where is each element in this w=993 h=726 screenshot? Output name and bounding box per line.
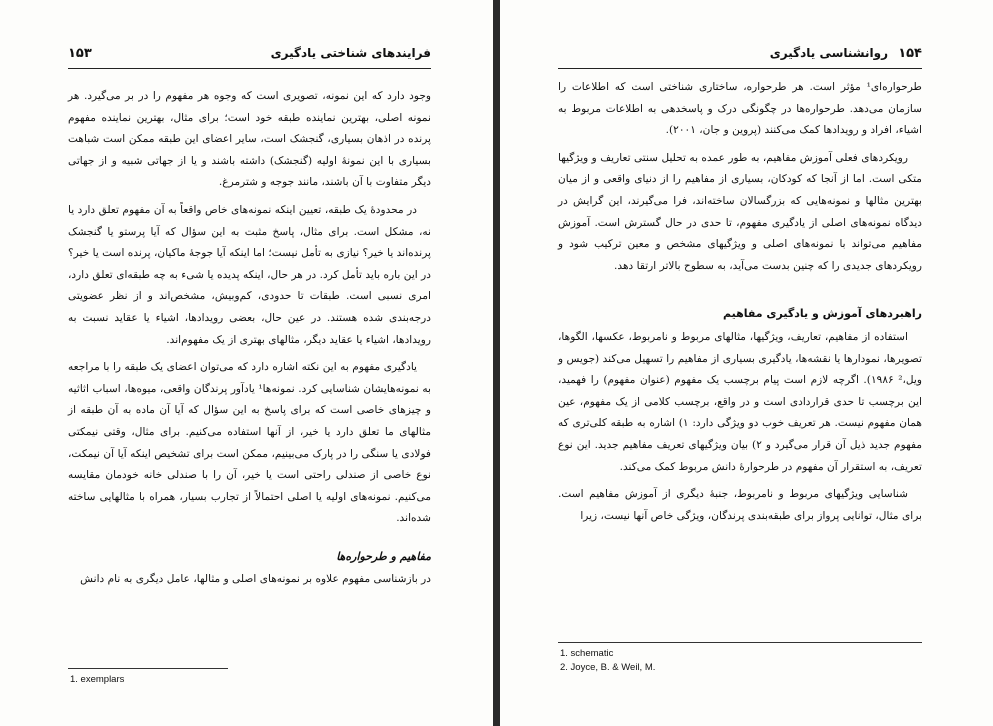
right-footnote-1: 1. schematic bbox=[560, 648, 614, 659]
left-page bbox=[0, 0, 493, 726]
right-page bbox=[500, 0, 993, 726]
section-heading: مفاهیم و طرحواره‌ها bbox=[336, 549, 431, 563]
left-page-number: ۱۵۳ bbox=[68, 46, 92, 61]
paragraph: یادگیری مفهوم به این نکته اشاره دارد که می‌توان اعضای یک طبقه را با مراجعه به نمونه‌هایشان شناسایی کرد. نمونه‌ها¹ یادآور پرندگان واقعی، میوه‌ها، اسباب اثاثیه و چیزهای خاصی است که برای پاسخ به این سؤال که آیا آن ماده به آن طبقه از مثالهای ما تعلق دارد یا خیر، از آنها استفاده می‌کنیم. برای مثال، وقتی نیمکتی فولادی یا سنگی را در پارک می‌بینیم، ممکن است برای تشخیص اینکه آیا آن نیمکت، نوع خاصی از صندلی راحتی است یا خیر، آن را با صندلی خانه خودمان مقایسه می‌کنیم. نمونه‌های اولیه یا اصلی احتمالاً از تجارب بسیار، همراه با مثالهایی ساخته شده‌اند. bbox=[68, 361, 431, 525]
right-footnote-2: 2. Joyce, B. & Weil, M. bbox=[560, 662, 656, 673]
left-footnote-rule bbox=[68, 668, 228, 669]
left-body-text bbox=[68, 86, 431, 597]
right-running-title: روانشناسی یادگیری bbox=[769, 46, 888, 60]
section-heading: راهبردهای آموزش و یادگیری مفاهیم bbox=[722, 307, 922, 321]
paragraph: طرحواره‌ای¹ مؤثر است. هر طرحواره، ساختاری شناختی است که اطلاعات را سازمان می‌دهد. طرحواره‌ها در چگونگی درک و پاسخدهی به اطلاعات مربوط به اشیاء، افراد و رویدادها کمک می‌کنند (پروین و جان، ۲۰۰۱). bbox=[558, 81, 922, 137]
paragraph: در بازشناسی مفهوم علاوه بر نمونه‌های اصلی و مثالها، عامل دیگری به نام دانش bbox=[80, 573, 431, 586]
paragraph: شناسایی ویژگیهای مربوط و نامربوط، جنبهٔ دیگری از آموزش مفاهیم است. برای مثال، توانایی پرواز برای طبقه‌بندی پرندگان، ویژگی خاص آنها نیست، زیرا bbox=[558, 488, 922, 522]
left-footnote: 1. exemplars bbox=[70, 674, 125, 685]
left-page-header bbox=[68, 44, 431, 66]
paragraph: استفاده از مفاهیم، تعاریف، ویژگیها، مثالهای مربوط و نامربوط، عکسها، الگوها، تصویرها، نمودارها یا نقشه‌ها، یادگیری بسیاری از مفاهیم را تسهیل می‌کند (جویس و ویل،² ۱۹۸۶). اگرچه لازم است پیام برچسب یک مفهوم (عنوان مفهوم) را فهمید، این برچسب تا حدی قراردادی است و در واقع، برچسب کلامی از یک مفهوم، عین همان مفهوم نیست. هر تعریف خوب دو ویژگی دارد: ۱) اشاره به طبقه کلی‌تری که مفهوم جدید ذیل آن قرار می‌گیرد و ۲) بیان ویژگیهای تعریف مفاهیم جدید. این نوع تعریف، به استقرار آن مفهوم در طرحوارهٔ دانش مربوط کمک می‌کند. bbox=[558, 330, 922, 473]
right-page-number: ۱۵۴ bbox=[898, 46, 922, 61]
right-page-header bbox=[558, 44, 922, 66]
right-header-rule bbox=[558, 68, 922, 69]
paragraph: رویکردهای فعلی آموزش مفاهیم، به طور عمده به تحلیل سنتی تعاریف و ویژگیها متکی است. اما از آنجا که کودکان، بسیاری از مفاهیم را از دنیای واقعی و از میان بهترین مثالها و نمونه‌هایی که بزرگسالان ساخته‌اند، فرا می‌گیرند، این گرایش در دیدگاه نمونه‌های اصلی از یادگیری مفهوم، تا حدی در حال گسترش است. آموزش مفاهیم می‌تواند با نمونه‌های اصلی و ویژگیهای مشخص و معین ترکیب شود و رویکردهای جدیدی را که چنین بدست می‌آید، به سطوح بالاتر ارتقا دهد. bbox=[558, 151, 922, 272]
left-running-title: فرایندهای شناختی یادگیری bbox=[270, 46, 431, 60]
left-header-rule bbox=[68, 68, 431, 69]
paragraph: وجود دارد که این نمونه، تصویری است که وجوه هر مفهوم را در بر می‌گیرد. هر نمونه اصلی، بهترین نماینده طبقه خود است؛ برای مثال، بهترین نماینده مفهوم پرنده در اذهان بسیاری، گنجشک است، سایر اعضای این طبقه ممکن است شباهت بسیاری با این نمونهٔ اولیه (گنجشک) داشته باشند و یا از جهاتی شبیه و از جهاتی دیگر متفاوت با آن باشند، مانند جوجه و شترمرغ. bbox=[68, 90, 431, 189]
right-footnote-rule bbox=[558, 642, 922, 643]
right-body-text bbox=[558, 77, 922, 533]
paragraph: در محدودهٔ یک طبقه، تعیین اینکه نمونه‌های خاص واقعاً به آن مفهوم تعلق دارد یا نه، مشکل است. برای مثال، پاسخ مثبت به این سؤال که آیا پرستو یا گنجشک پرنده‌اند یا خیر؟ نیازی به تأمل نیست؛ اما اینکه آیا جوجهٔ ماکیان، پرنده است یا خیر؟ در این باره باید تأمل کرد. در هر حال، اینکه پدیده یا شیء به چه طبقه‌ای تعلق دارد، امری نسبی است. طبقات تا حدودی، کم‌وبیش، مشخص‌اند و از نظر عضویتی درجه‌بندی شده هستند. در عین حال، بعضی رویدادها، اشیاء یا عقاید نسبت به رویدادها، اشیاء یا عقاید دیگر، مثالهای بهتری از یک مفهوم‌اند. bbox=[68, 203, 431, 346]
